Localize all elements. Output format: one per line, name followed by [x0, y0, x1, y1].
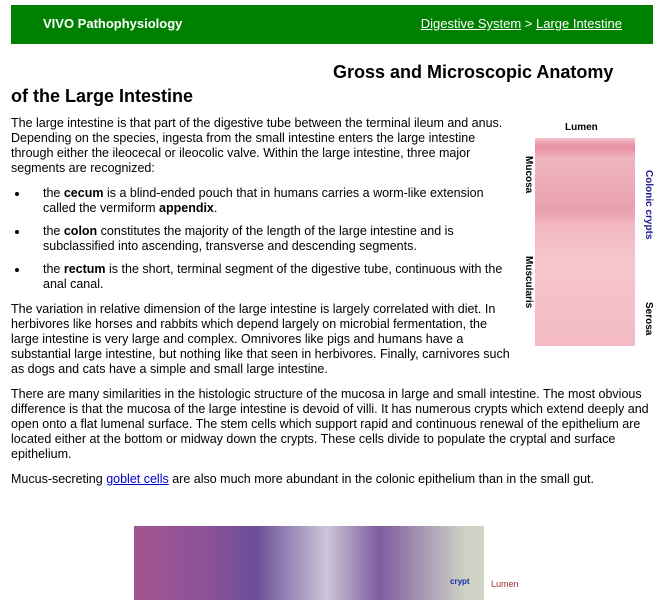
figure-label-serosa: Serosa [643, 302, 654, 336]
crypt-micrograph [134, 526, 484, 600]
breadcrumb-separator: > [521, 16, 536, 31]
page-title: Gross and Microscopic Anatomy of the Large Intestine [11, 62, 614, 106]
figure-label-lumen: Lumen [565, 122, 598, 133]
breadcrumb-digestive-system[interactable]: Digestive System [420, 16, 522, 31]
micrograph-label-lumen: Lumen [491, 579, 519, 589]
figure-label-muscularis: Muscularis [523, 256, 534, 309]
goblet-paragraph: Mucus-secreting goblet cells are also much more abundant in the colonic epithelium than in the small gut. [11, 472, 594, 486]
breadcrumb-large-intestine[interactable]: Large Intestine [535, 16, 622, 31]
colon-wall-figure [523, 116, 653, 348]
figure-label-mucosa: Mucosa [523, 156, 534, 194]
figure-label-colonic-crypts: Colonic crypts [643, 170, 654, 240]
site-brand: VIVO Pathophysiology [43, 16, 183, 31]
list-item: • the colon constitutes the majority of the length of the large intestine and is subclassified into ascending, transverse and descending segments. [29, 224, 653, 254]
list-item: • the cecum is a blind-ended pouch that in humans carries a worm-like extension called the vermiform appendix. [29, 186, 653, 216]
diet-paragraph: The variation in relative dimension of the large intestine is largely correlated with diet. In herbivores like horses and rabbits which depend largely on microbial fermentation, the large intestine is very large and complex. Omnivores like pigs and humans have a substantial large intestine, but nothing like that seen in herbivores. Finally, carnivores such as dogs and cats have a simple and small large intestine. [11, 302, 510, 376]
list-item: • the rectum is the short, terminal segment of the digestive tube, continuous with the anal canal. [29, 262, 653, 292]
breadcrumb [421, 16, 622, 31]
histology-paragraph: There are many similarities in the histologic structure of the mucosa in large and small intestine. The most obvious difference is that the mucosa of the large intestine is devoid of villi. It has numerous crypts which extend deeply and open onto a flat lumenal surface. The stem cells which support rapid and continuous renewal of the epithelium are located either at the bottom or midway down the crypts. These cells divide to populate the cryptal and surface epithelium. [11, 387, 649, 461]
micrograph-label-crypt: crypt [450, 577, 470, 586]
tissue-image [535, 138, 635, 346]
intro-paragraph: The large intestine is that part of the digestive tube between the terminal ileum and anus. Depending on the species, ingesta from the small intestine enters the large intestine through either the ileocecal or ileocolic valve. Within the large intestine, three major segments are recognized: [11, 116, 503, 175]
header-bar [11, 5, 653, 44]
goblet-cells-link[interactable]: goblet cells [106, 472, 169, 486]
